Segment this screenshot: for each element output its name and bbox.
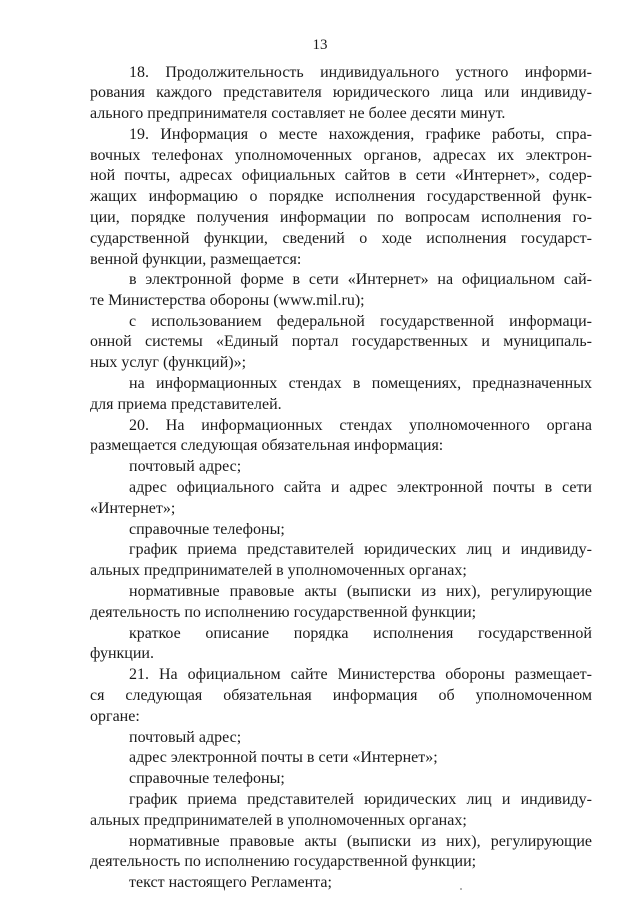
text-line: почтовый адрес; [129, 458, 242, 475]
text-line: рования каждого представителя юридического лица или индивиду- [90, 84, 592, 101]
text-line: «Интернет»; [90, 500, 176, 517]
text-line: деятельность по исполнению государственной функции; [90, 604, 477, 621]
text-line: ной почты, адресах официальных сайтов в сети «Интернет», содер- [90, 167, 592, 184]
text-line: сударственной функции, сведений о ходе исполнения государст- [90, 230, 592, 247]
text-line: ции, порядке получения информации по вопросам исполнения го- [90, 209, 592, 226]
text-line: венной функции, размещается: [90, 251, 302, 268]
text-line: онной системы «Единый портал государственных и муниципаль- [90, 333, 592, 350]
text-line: справочные телефоны; [129, 521, 285, 538]
text-line: размещается следующая обязательная информация: [90, 437, 444, 454]
text-line: текст настоящего Регламента; [129, 874, 332, 891]
text-line: адрес официального сайта и адрес электронной почты в сети [129, 479, 592, 496]
scan-speck [460, 888, 462, 890]
text-line: для приема представителей. [90, 396, 282, 413]
text-line: нормативные правовые акты (выписки из них), регулирующие [129, 833, 592, 850]
text-line: в электронной форме в сети «Интернет» на официальном сай- [129, 271, 592, 288]
text-line: ального предпринимателя составляет не более десяти минут. [90, 105, 506, 122]
text-line: альных предпринимателей в уполномоченных органах; [90, 562, 467, 579]
text-line: с использованием федеральной государственной информаци- [129, 313, 592, 330]
text-line: жащих информацию о порядке исполнения государственной функ- [90, 188, 592, 205]
text-line: деятельность по исполнению государственной функции; [90, 853, 477, 870]
text-line: альных предпринимателей в уполномоченных органах; [90, 812, 467, 829]
text-line: адрес электронной почты в сети «Интернет»; [129, 749, 438, 766]
text-line: нормативные правовые акты (выписки из них), регулирующие [129, 583, 592, 600]
text-line: ных услуг (функций)»; [90, 354, 247, 371]
text-line: вочных телефонах уполномоченных органов, адресах их электрон- [90, 147, 592, 164]
text-line: график приема представителей юридических лиц и индивиду- [129, 791, 592, 808]
text-line: 21. На официальном сайте Министерства обороны размещает- [129, 666, 592, 683]
page-number: 13 [312, 37, 328, 53]
text-line: функции. [90, 645, 154, 662]
text-line: краткое описание порядка исполнения государственной [129, 625, 592, 642]
text-line: график приема представителей юридических лиц и индивиду- [129, 541, 592, 558]
text-line: почтовый адрес; [129, 729, 242, 746]
text-line: 19. Информация о месте нахождения, графике работы, спра- [129, 126, 592, 143]
text-line: на информационных стендах в помещениях, предназначенных [129, 375, 592, 392]
text-line: органе: [90, 708, 140, 725]
text-line: 20. На информационных стендах уполномоченного органа [129, 417, 592, 434]
text-line: справочные телефоны; [129, 770, 285, 787]
text-line: те Министерства обороны (www.mil.ru); [90, 292, 365, 309]
text-line: ся следующая обязательная информация об уполномоченном [90, 687, 592, 704]
text-line: 18. Продолжительность индивидуального устного информи- [129, 64, 592, 81]
